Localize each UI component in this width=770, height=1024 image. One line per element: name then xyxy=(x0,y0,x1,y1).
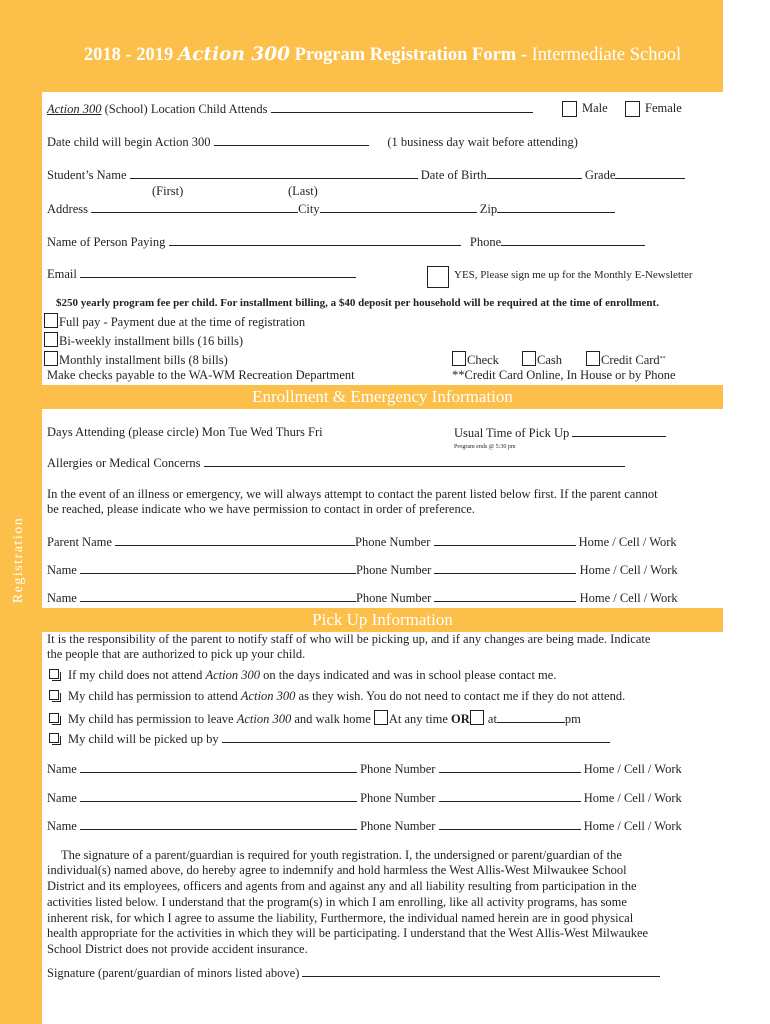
phone-number-field[interactable] xyxy=(434,562,576,574)
grade-field[interactable] xyxy=(615,167,685,179)
credit-mark: ** xyxy=(659,356,666,362)
walk-time-field[interactable] xyxy=(497,711,565,723)
checks-payable-note: Make checks payable to the WA-WM Recreation Department xyxy=(47,368,355,382)
monthly-option[interactable] xyxy=(44,351,228,368)
phone-type-options[interactable]: Home / Cell / Work xyxy=(578,535,677,549)
credit-label: Credit Card xyxy=(601,353,660,367)
program-ends-note: Program ends @ 5:30 pm xyxy=(454,444,516,450)
city-field[interactable] xyxy=(320,201,477,213)
contact-name-field[interactable] xyxy=(80,761,357,773)
days-attending[interactable]: Days Attending (please circle) Mon Tue Wed Thurs Fri xyxy=(47,425,323,439)
phone-type-options[interactable]: Home / Cell / Work xyxy=(583,791,682,805)
cash-label: Cash xyxy=(537,353,562,367)
waiver-text-line: District and its employees, officers and agents from and against any and all liability resulting from participation in the xyxy=(47,879,637,893)
waiver-text-line: activities listed below. I understand that the program(s) in which I am enrolling, like all activity programs, has some xyxy=(47,895,627,909)
newsletter-label: YES, Please sign me up for the Monthly E-Newsletter xyxy=(454,269,693,281)
phone-type-options[interactable]: Home / Cell / Work xyxy=(583,762,682,776)
address-field[interactable] xyxy=(91,201,298,213)
waiver-text-line: individual(s) named above, do hereby agree to indemnify and hold harmless the West Allis-West Milwaukee School xyxy=(47,863,627,877)
dob-label: Date of Birth xyxy=(420,168,487,182)
option-text: on the days indicated and was in school please contact me. xyxy=(260,668,557,682)
location-row xyxy=(47,101,533,117)
phone-number-field[interactable] xyxy=(439,761,581,773)
option-text: My child has permission to leave xyxy=(68,712,237,726)
email-field[interactable] xyxy=(80,266,356,278)
parent-name-label: Parent Name xyxy=(47,535,112,549)
monthly-label: Monthly installment bills (8 bills) xyxy=(59,353,228,367)
emergency-contact-row xyxy=(47,590,678,606)
check-checkbox[interactable] xyxy=(452,351,466,366)
option-text: and walk home xyxy=(291,712,374,726)
full-pay-option[interactable] xyxy=(44,313,305,330)
cash-checkbox[interactable] xyxy=(522,351,536,366)
cash-option[interactable] xyxy=(522,351,562,368)
student-name-row xyxy=(47,167,685,183)
biweekly-option[interactable] xyxy=(44,332,243,349)
location-label: (School) Location Child Attends xyxy=(101,102,268,116)
phone-number-label: Phone Number xyxy=(360,819,436,833)
contact-name-label: Name xyxy=(47,819,77,833)
pickup-time-label: Usual Time of Pick Up xyxy=(454,426,570,440)
any-time-label: At any time xyxy=(388,712,452,726)
contact-name-label: Name xyxy=(47,563,77,577)
any-time-checkbox[interactable] xyxy=(374,710,388,725)
contact-name-field[interactable] xyxy=(80,590,356,602)
phone-type-options[interactable]: Home / Cell / Work xyxy=(583,819,682,833)
male-label: Male xyxy=(582,101,608,115)
contact-name-field[interactable] xyxy=(80,790,357,802)
or-label: OR xyxy=(451,712,470,726)
check-label: Check xyxy=(467,353,499,367)
allergies-label: Allergies or Medical Concerns xyxy=(47,456,201,470)
phone-number-label: Phone Number xyxy=(360,762,436,776)
sidebar-band xyxy=(0,0,42,1024)
begin-date-field[interactable] xyxy=(214,134,369,146)
biweekly-checkbox[interactable] xyxy=(44,332,58,347)
signature-row xyxy=(47,965,660,981)
phone-number-label: Phone Number xyxy=(360,791,436,805)
phone-type-options[interactable]: Home / Cell / Work xyxy=(579,591,678,605)
payer-phone-label: Phone xyxy=(469,235,502,249)
pickup-time-row xyxy=(454,425,666,441)
phone-number-label: Phone Number xyxy=(355,591,432,605)
pickup-intro-line2: the people that are authorized to pick up your child. xyxy=(47,647,306,661)
begin-date-row xyxy=(47,134,578,150)
allergies-row xyxy=(47,455,625,471)
pm-label: pm xyxy=(564,712,581,726)
business-day-note: (1 business day wait before attending) xyxy=(387,135,578,149)
emergency-contact-row xyxy=(47,534,677,550)
location-action: Action 300 xyxy=(47,102,102,116)
monthly-checkbox[interactable] xyxy=(44,351,58,366)
title-school: Intermediate School xyxy=(531,45,682,65)
location-field[interactable] xyxy=(271,101,533,113)
contact-name-label: Name xyxy=(47,591,77,605)
female-label: Female xyxy=(645,101,682,115)
waiver-text-line: The signature of a parent/guardian is required for youth registration. I, the undersigned or parent/guardian of the xyxy=(61,848,622,862)
title-program: Program Registration Form - xyxy=(289,45,532,65)
waiver-text-line: School District does not provide accident insurance. xyxy=(47,942,308,956)
enrollment-heading: Enrollment & Emergency Information xyxy=(42,385,723,409)
contact-name-label: Name xyxy=(47,762,77,776)
check-option[interactable] xyxy=(452,351,499,368)
sidebar-label-text: Registration xyxy=(11,516,26,604)
option-text: My child has permission to attend xyxy=(68,689,241,703)
phone-number-label: Phone Number xyxy=(355,535,431,549)
grade-label: Grade xyxy=(584,168,616,182)
pickup-option-attend[interactable] xyxy=(49,689,625,704)
phone-number-label: Phone Number xyxy=(355,563,432,577)
contact-name-field[interactable] xyxy=(80,562,356,574)
dob-field[interactable] xyxy=(487,167,582,179)
email-row xyxy=(47,266,356,282)
at-time-checkbox[interactable] xyxy=(470,710,484,725)
pickup-contact-row xyxy=(47,761,682,777)
payer-row xyxy=(47,234,645,250)
zip-field[interactable] xyxy=(497,201,615,213)
option-text: as they wish. You do not need to contact me if they do not attend. xyxy=(295,689,626,703)
emergency-text-line2: be reached, please indicate who we have permission to contact in order of preference. xyxy=(47,502,475,516)
full-pay-label: Full pay - Payment due at the time of registration xyxy=(59,315,306,329)
credit-option[interactable] xyxy=(586,351,666,368)
biweekly-label: Bi-weekly installment bills (16 bills) xyxy=(59,334,244,348)
begin-date-label: Date child will begin Action 300 xyxy=(47,135,211,149)
signature-field[interactable] xyxy=(302,965,660,977)
sidebar-label xyxy=(4,516,34,604)
student-name-label: Student’s Name xyxy=(47,168,127,182)
email-label: Email xyxy=(47,267,77,281)
title-action: Action 300 xyxy=(177,44,290,65)
pickup-contact-row xyxy=(47,790,682,806)
pickup-option-person[interactable] xyxy=(49,731,610,747)
page-title xyxy=(42,44,723,66)
pickup-time-field[interactable] xyxy=(572,425,666,437)
payer-label: Name of Person Paying xyxy=(47,235,166,249)
emergency-text-line1: In the event of an illness or emergency, we will always attempt to contact the parent listed below first. If the parent cannot xyxy=(47,487,658,501)
last-name-hint: (Last) xyxy=(288,184,318,198)
city-label: City xyxy=(298,202,320,216)
phone-number-field[interactable] xyxy=(439,818,581,830)
contact-name-label: Name xyxy=(47,791,77,805)
credit-card-note: **Credit Card Online, In House or by Phone xyxy=(452,368,676,382)
phone-type-options[interactable]: Home / Cell / Work xyxy=(579,563,678,577)
phone-number-field[interactable] xyxy=(439,790,581,802)
zip-label: Zip xyxy=(479,202,498,216)
pickup-intro-line1: It is the responsibility of the parent to notify staff of who will be picking up, and if any changes are being made. Indicate xyxy=(47,632,651,646)
emergency-contact-row xyxy=(47,562,678,578)
option-checkbox-icon[interactable] xyxy=(49,669,59,679)
option-text: If my child does not attend xyxy=(68,668,206,682)
signature-label: Signature (parent/guardian of minors listed above) xyxy=(47,966,300,980)
full-pay-checkbox[interactable] xyxy=(44,313,58,328)
address-label: Address xyxy=(47,202,88,216)
student-name-field[interactable] xyxy=(130,167,418,179)
allergies-field[interactable] xyxy=(204,455,625,467)
at-label: at xyxy=(487,712,497,726)
male-checkbox[interactable] xyxy=(562,101,577,117)
newsletter-checkbox[interactable] xyxy=(427,266,449,288)
pickup-option-walk[interactable] xyxy=(49,710,581,727)
payer-phone-field[interactable] xyxy=(501,234,645,246)
credit-checkbox[interactable] xyxy=(586,351,600,366)
phone-number-field[interactable] xyxy=(434,534,576,546)
option-checkbox-icon[interactable] xyxy=(49,713,59,723)
title-years: 2018 - 2019 xyxy=(83,45,178,65)
pickup-heading: Pick Up Information xyxy=(42,608,723,632)
pickup-option-contact[interactable] xyxy=(49,668,556,683)
waiver-text-line: health appropriate for the activities in which they will be participating. I understand that the West Allis-West Milwaukee xyxy=(47,926,649,940)
option-action-name: Action 300 xyxy=(236,712,292,726)
parent-name-field[interactable] xyxy=(115,534,355,546)
pickup-contact-row xyxy=(47,818,682,834)
address-row xyxy=(47,201,615,217)
option-text: My child will be picked up by xyxy=(68,732,219,746)
option-checkbox-icon[interactable] xyxy=(49,733,59,743)
first-name-hint: (First) xyxy=(152,184,184,198)
pickup-person-field[interactable] xyxy=(222,731,610,743)
fee-note: $250 yearly program fee per child. For installment billing, a $40 deposit per household will be required at the time of enrollment. xyxy=(56,297,659,309)
option-action-name: Action 300 xyxy=(240,689,296,703)
female-checkbox[interactable] xyxy=(625,101,640,117)
phone-number-field[interactable] xyxy=(434,590,576,602)
payer-field[interactable] xyxy=(169,234,461,246)
waiver-text-line: inherent risk, for which I agree to assume the liability, Furthermore, the individual named herein are in good physical xyxy=(47,911,634,925)
option-checkbox-icon[interactable] xyxy=(49,690,59,700)
option-action-name: Action 300 xyxy=(205,668,260,682)
contact-name-field[interactable] xyxy=(80,818,357,830)
